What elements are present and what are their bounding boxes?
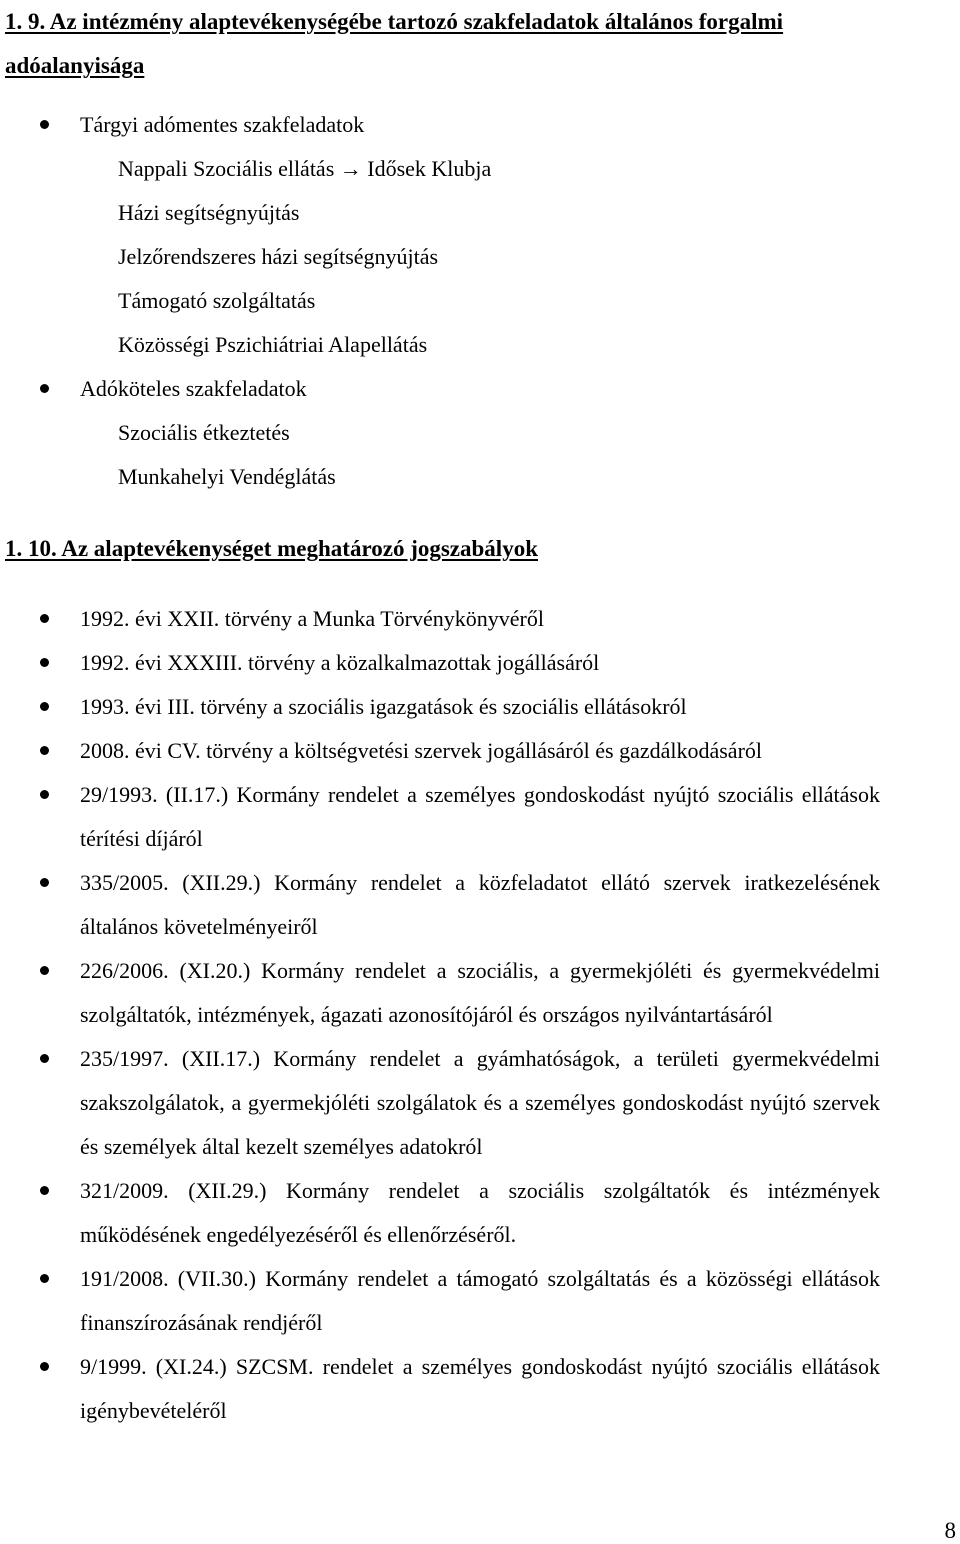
list-item bbox=[0, 103, 960, 147]
bullet-icon bbox=[40, 1054, 49, 1063]
law-text: 29/1993. (II.17.) Kormány rendelet a személyes gondoskodást nyújtó szociális ellátások térítési díjáról bbox=[80, 782, 880, 851]
law-text: 2008. évi CV. törvény a költségvetési szervek jogállásáról és gazdálkodásáról bbox=[80, 738, 763, 763]
law-text: 226/2006. (XI.20.) Kormány rendelet a szociális, a gyermekjóléti és gyermekvédelmi szolgáltatók, intézmények, ágazati azonosítójáról és országos nyilvántartásáról bbox=[80, 958, 880, 1027]
law-text: 321/2009. (XII.29.) Kormány rendelet a szociális szolgáltatók és intézmények működésének engedélyezéséről és ellenőrzéséről. bbox=[80, 1178, 880, 1247]
list-item bbox=[0, 411, 960, 455]
vat-categories-list bbox=[0, 103, 960, 499]
sub-item: Nappali Szociális ellátás → Idősek Klubja bbox=[118, 156, 492, 181]
bullet-icon bbox=[40, 120, 49, 129]
bullet-icon bbox=[40, 878, 49, 887]
category-title: Adóköteles szakfeladatok bbox=[80, 376, 307, 401]
list-item bbox=[0, 597, 880, 641]
list-item bbox=[0, 1169, 880, 1257]
sub-item: Munkahelyi Vendéglátás bbox=[118, 464, 336, 489]
list-item bbox=[0, 147, 960, 191]
bullet-icon bbox=[40, 658, 49, 667]
law-text: 1992. évi XXXIII. törvény a közalkalmazottak jogállásáról bbox=[80, 650, 600, 675]
list-item bbox=[0, 641, 880, 685]
sub-item: Szociális étkeztetés bbox=[118, 420, 290, 445]
list-item bbox=[0, 949, 880, 1037]
list-item bbox=[0, 685, 880, 729]
sub-item: Támogató szolgáltatás bbox=[118, 288, 316, 313]
list-item bbox=[0, 455, 960, 499]
sub-item: Közösségi Pszichiátriai Alapellátás bbox=[118, 332, 428, 357]
list-item bbox=[0, 235, 960, 279]
bullet-icon bbox=[40, 384, 49, 393]
bullet-icon bbox=[40, 1186, 49, 1195]
category-title: Tárgyi adómentes szakfeladatok bbox=[80, 112, 365, 137]
list-item bbox=[0, 861, 880, 949]
section-heading-1-9: 1. 9. Az intézmény alaptevékenységébe tartozó szakfeladatok általános forgalmi adóalanyisága bbox=[5, 9, 784, 78]
list-item bbox=[0, 367, 960, 411]
list-item bbox=[0, 323, 960, 367]
list-item bbox=[0, 773, 880, 861]
section-heading-1-10: 1. 10. Az alaptevékenységet meghatározó jogszabályok bbox=[5, 536, 538, 561]
law-text: 9/1999. (XI.24.) SZCSM. rendelet a személyes gondoskodást nyújtó szociális ellátások igénybevételéről bbox=[80, 1354, 880, 1423]
law-text: 1992. évi XXII. törvény a Munka Törvénykönyvéről bbox=[80, 606, 544, 631]
bullet-icon bbox=[40, 702, 49, 711]
bullet-icon bbox=[40, 746, 49, 755]
law-text: 335/2005. (XII.29.) Kormány rendelet a közfeladatot ellátó szervek iratkezelésének általános követelményeiről bbox=[80, 870, 880, 939]
list-item bbox=[0, 729, 880, 773]
page-number: 8 bbox=[944, 1518, 956, 1543]
bullet-icon bbox=[40, 1274, 49, 1283]
list-item bbox=[0, 1345, 880, 1433]
bullet-icon bbox=[40, 1362, 49, 1371]
bullet-icon bbox=[40, 790, 49, 799]
legislation-list bbox=[0, 597, 960, 1433]
list-item bbox=[0, 1257, 880, 1345]
list-item bbox=[0, 191, 960, 235]
list-item bbox=[0, 279, 960, 323]
sub-item: Házi segítségnyújtás bbox=[118, 200, 300, 225]
bullet-icon bbox=[40, 966, 49, 975]
law-text: 191/2008. (VII.30.) Kormány rendelet a támogató szolgáltatás és a közösségi ellátások finanszírozásának rendjéről bbox=[80, 1266, 880, 1335]
sub-item: Jelzőrendszeres házi segítségnyújtás bbox=[118, 244, 439, 269]
law-text: 235/1997. (XII.17.) Kormány rendelet a gyámhatóságok, a területi gyermekvédelmi szakszolgálatok, a gyermekjóléti szolgálatok és a személyes gondoskodást nyújtó szervek és személyek által kezelt személyes adatokról bbox=[80, 1046, 880, 1159]
list-item bbox=[0, 1037, 880, 1169]
law-text: 1993. évi III. törvény a szociális igazgatások és szociális ellátásokról bbox=[80, 694, 687, 719]
bullet-icon bbox=[40, 614, 49, 623]
